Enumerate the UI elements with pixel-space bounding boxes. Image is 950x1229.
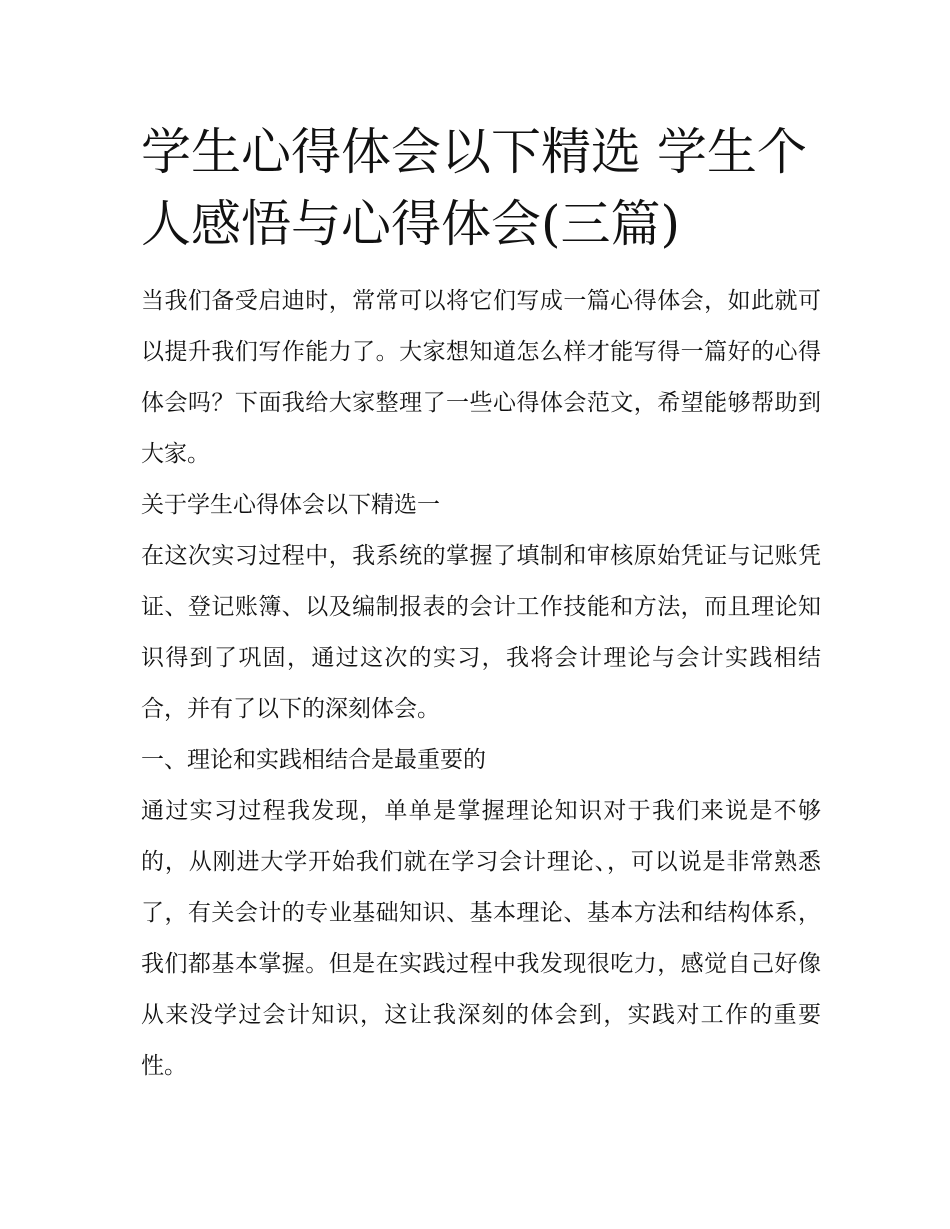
- intro-paragraph: 当我们备受启迪时，常常可以将它们写成一篇心得体会，如此就可以提升我们写作能力了。大家想知道怎么样才能写得一篇好的心得体会吗？下面我给大家整理了一些心得体会范文，希望能够帮助到大家。: [141, 288, 821, 467]
- document-title: 学生心得体会以下精选 学生个人感悟与心得体会(三篇): [141, 123, 807, 253]
- section-heading-1: 关于学生心得体会以下精选一: [141, 492, 440, 518]
- document-body: [141, 276, 821, 1092]
- body-paragraph-2: 通过实习过程我发现，单单是掌握理论知识对于我们来说是不够的，从刚进大学开始我们就在学习会计理论、，可以说是非常熟悉了，有关会计的专业基础知识、基本理论、基本方法和结构体系，我们都基本掌握。但是在实践过程中我发现很吃力，感觉自己好像从来没学过会计知识，这让我深刻的体会到，实践对工作的重要性。: [141, 798, 821, 1079]
- subsection-heading-1: 一、理论和实践相结合是最重要的: [141, 747, 486, 773]
- body-paragraph-1: 在这次实习过程中，我系统的掌握了填制和审核原始凭证与记账凭证、登记账簿、以及编制报表的会计工作技能和方法，而且理论知识得到了巩固，通过这次的实习，我将会计理论与会计实践相结合，并有了以下的深刻体会。: [141, 543, 821, 722]
